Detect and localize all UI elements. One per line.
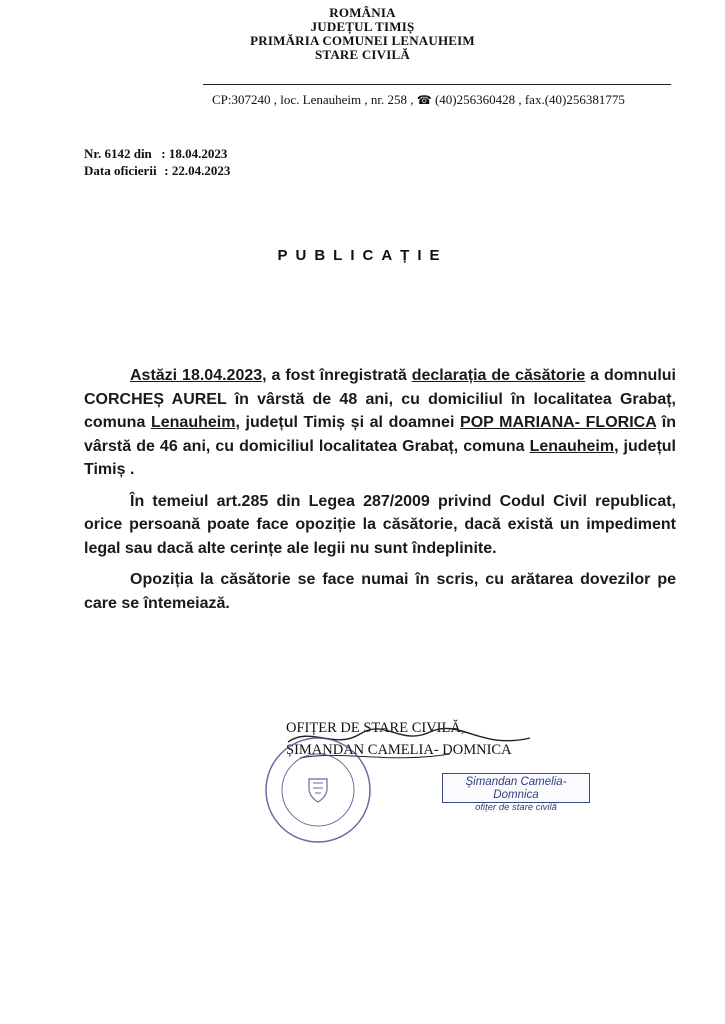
commune-name: Lenauheim <box>150 414 236 431</box>
registration-number-label: Nr. 6142 din <box>84 146 152 161</box>
official-round-seal <box>263 735 373 845</box>
document-title: PUBLICAȚIE <box>277 247 448 264</box>
document-header <box>0 6 725 62</box>
officer-name-stamp <box>442 773 590 813</box>
declaration-date: Astăzi 18.04.2023 <box>130 367 263 384</box>
signature-role: OFIȚER DE STARE CIVILĂ, <box>286 720 465 736</box>
paragraph-opposition: Opoziția la căsătorie se face numai în scris, cu arătarea dovezilor pe care se întemeiază. <box>84 571 676 612</box>
header-town-hall: PRIMĂRIA COMUNEI LENAUHEIM <box>250 33 475 48</box>
header-county: JUDEȚUL TIMIȘ <box>310 19 415 34</box>
contact-address: CP:307240 , loc. Lenauheim , nr. 258 , <box>212 92 414 107</box>
registration-number-row <box>84 145 230 162</box>
header-department: STARE CIVILĂ <box>315 47 410 62</box>
contact-phone-fax: (40)256360428 , fax.(40)256381775 <box>434 92 625 107</box>
registration-number-value: : 18.04.2023 <box>161 146 228 161</box>
telephone-icon: ☎ <box>416 93 432 107</box>
bride-name: POP MARIANA- FLORICA <box>460 414 657 431</box>
contact-line <box>212 92 625 108</box>
header-country: ROMÂNIA <box>329 5 396 20</box>
declaration-type: declarația de căsătorie <box>411 367 586 384</box>
signature-name: ȘIMANDAN CAMELIA- DOMNICA <box>286 742 512 758</box>
announcement-body <box>84 364 676 623</box>
stamp-officer-role: ofițer de stare civilă <box>475 802 557 813</box>
commune-name-2: Lenauheim <box>529 437 615 455</box>
reference-block <box>84 145 230 179</box>
paragraph-declaration: Astăzi 18.04.2023, a fost înregistrată declarația de căsătorie a domnului CORCHEȘ AUREL în vârstă de 48 ani, cu domiciliul în localitatea Grabaț, comuna Lenauheim, județul Timiș și al doamnei POP MARIANA- FLORICA în vârstă de 46 ani, cu domiciliul localitatea Grabaț, comuna Lenauheim, județul Timiș . <box>84 367 676 478</box>
officiation-date-value: : 22.04.2023 <box>164 163 231 178</box>
header-divider <box>203 84 671 85</box>
officiation-date-label: Data oficierii <box>84 163 157 178</box>
officiation-date-row <box>84 162 230 179</box>
paragraph-legal-basis: În temeiul art.285 din Legea 287/2009 privind Codul Civil republicat, orice persoană poate face opoziție la căsătorie, dacă există un impediment legal sau dacă alte cerințe ale legii nu sunt îndeplinite. <box>84 492 676 557</box>
stamp-officer-name: Şimandan Camelia-Domnica <box>465 776 567 801</box>
